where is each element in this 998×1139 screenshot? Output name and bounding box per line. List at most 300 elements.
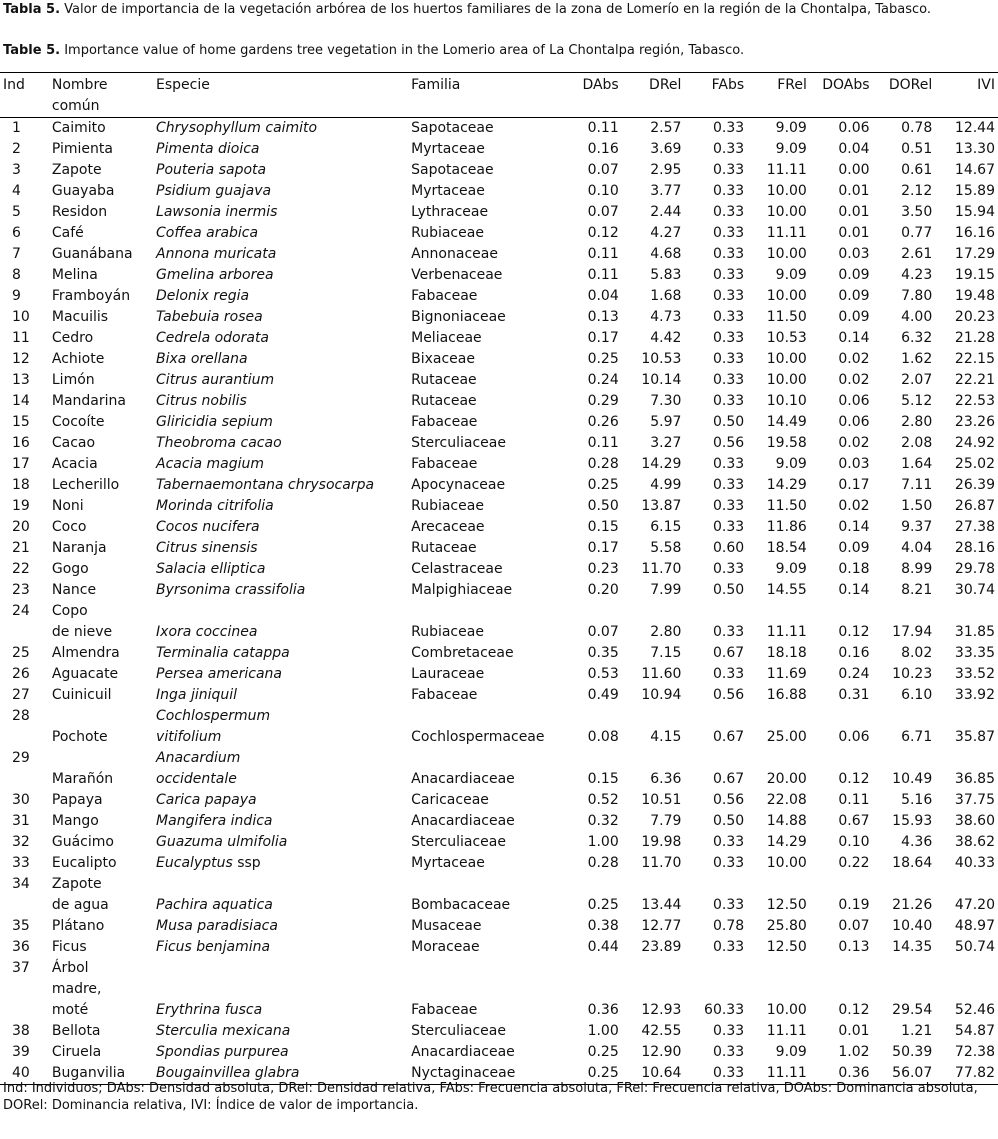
cell-dabs: 0.07 (587, 624, 619, 640)
cell-doabs: 0.24 (838, 666, 870, 682)
cell-drel: 12.90 (641, 1044, 682, 1060)
common-name-line: Framboyán (51, 288, 131, 304)
cell-drel: 5.58 (650, 540, 682, 556)
cell-family: Sapotaceae (411, 120, 494, 136)
cell-drel: 2.80 (650, 624, 682, 640)
cell-frel: 10.53 (766, 330, 807, 346)
cell-dabs: 0.36 (587, 1002, 619, 1018)
cell-dorel: 1.50 (901, 498, 933, 514)
cell-ind: 5 (12, 204, 21, 220)
common-name-line: madre, (51, 981, 102, 997)
cell-family: Rutaceae (411, 372, 477, 388)
common-name-line: Coco (51, 519, 87, 535)
cell-ivi: 22.15 (954, 351, 995, 367)
cell-dorel: 0.61 (901, 162, 933, 178)
cell-doabs: 0.22 (838, 855, 870, 871)
cell-fabs: 0.50 (712, 813, 745, 829)
cell-doabs: 0.10 (838, 834, 870, 850)
cell-ivi: 40.33 (954, 855, 995, 871)
cell-fabs: 0.50 (712, 414, 745, 430)
common-name-line: Zapote (51, 162, 102, 178)
cell-ivi: 26.87 (954, 498, 995, 514)
cell-drel: 42.55 (641, 1023, 682, 1039)
cell-doabs: 0.07 (838, 918, 870, 934)
cell-doabs: 0.01 (838, 1023, 870, 1039)
cell-ind: 33 (12, 855, 30, 871)
cell-drel: 14.29 (641, 456, 682, 472)
species-line: Tabernaemontana chrysocarpa (156, 477, 375, 493)
cell-doabs: 0.01 (838, 225, 870, 241)
cell-dabs: 0.17 (587, 330, 619, 346)
cell-drel: 4.73 (650, 309, 682, 325)
cell-drel: 2.44 (650, 204, 682, 220)
cell-drel: 10.53 (641, 351, 682, 367)
cell-doabs: 0.09 (838, 288, 870, 304)
cell-dorel: 56.07 (892, 1065, 933, 1081)
cell-family: Musaceae (411, 918, 482, 934)
table-row (0, 307, 998, 328)
cell-doabs: 0.00 (838, 162, 870, 178)
cell-family: Cochlospermaceae (411, 729, 545, 745)
cell-common-name (49, 433, 153, 454)
cell-fabs: 0.33 (712, 309, 745, 325)
cell-drel: 7.79 (650, 813, 682, 829)
cell-species (153, 811, 408, 832)
table-caption-spanish (3, 2, 993, 18)
cell-ind: 15 (12, 414, 30, 430)
cell-dabs: 0.25 (587, 1065, 619, 1081)
table-row (0, 853, 998, 874)
species-line: Tabebuia rosea (156, 309, 263, 325)
table-row (0, 958, 998, 1021)
cell-dabs: 0.10 (587, 183, 619, 199)
cell-fabs: 0.33 (712, 141, 745, 157)
species-line: Citrus aurantium (156, 372, 275, 388)
cell-ind: 14 (12, 393, 30, 409)
cell-species (153, 874, 408, 916)
cell-ind: 23 (12, 582, 30, 598)
cell-fabs: 0.33 (712, 246, 745, 262)
cell-family: Sapotaceae (411, 162, 494, 178)
species-line: Carica papaya (156, 792, 257, 808)
table-row (0, 244, 998, 265)
species-line: occidentale (156, 771, 237, 787)
cell-dorel: 7.11 (901, 477, 933, 493)
cell-common-name (49, 349, 153, 370)
cell-ind: 28 (12, 708, 30, 724)
cell-ivi: 22.53 (954, 393, 995, 409)
cell-doabs: 0.12 (838, 624, 870, 640)
cell-frel: 10.00 (766, 372, 807, 388)
cell-dorel: 2.61 (901, 246, 933, 262)
table-row (0, 265, 998, 286)
cell-family: Nyctaginaceae (411, 1065, 516, 1081)
importance-value-table (0, 72, 998, 1085)
cell-frel: 11.69 (766, 666, 807, 682)
header-drel: DRel (649, 77, 682, 93)
cell-dorel: 8.21 (901, 582, 933, 598)
cell-drel: 5.83 (650, 267, 682, 283)
cell-dorel: 14.35 (892, 939, 933, 955)
cell-fabs: 0.56 (712, 435, 745, 451)
cell-dabs: 0.49 (587, 687, 619, 703)
cell-frel: 14.88 (766, 813, 807, 829)
cell-dorel: 29.54 (892, 1002, 933, 1018)
cell-species (153, 349, 408, 370)
cell-dabs: 0.23 (587, 561, 619, 577)
cell-fabs: 0.33 (712, 561, 745, 577)
cell-ivi: 24.92 (954, 435, 995, 451)
header-frel: FRel (777, 77, 807, 93)
cell-common-name (49, 307, 153, 328)
cell-dorel: 50.39 (892, 1044, 933, 1060)
cell-ivi: 23.26 (954, 414, 995, 430)
cell-fabs: 0.67 (712, 645, 745, 661)
table-row (0, 496, 998, 517)
species-line: Ficus benjamina (156, 939, 271, 955)
cell-drel: 7.15 (650, 645, 682, 661)
common-name-line: Aguacate (51, 666, 119, 682)
cell-fabs: 0.33 (712, 498, 745, 514)
common-name-line: Mango (51, 813, 99, 829)
cell-common-name (49, 328, 153, 349)
common-name-line: Buganvilia (51, 1065, 126, 1081)
species-line: Lawsonia inermis (156, 204, 278, 220)
cell-family: Sterculiaceae (411, 1023, 506, 1039)
table-row (0, 475, 998, 496)
cell-fabs: 0.33 (712, 204, 745, 220)
cell-doabs: 0.16 (838, 645, 870, 661)
cell-dabs: 0.44 (587, 939, 619, 955)
cell-family: Anacardiaceae (411, 1044, 515, 1060)
cell-dorel: 4.00 (901, 309, 933, 325)
species-line: Annona muricata (156, 246, 277, 262)
cell-dabs: 0.04 (587, 288, 619, 304)
common-name-line: Marañón (51, 771, 114, 787)
cell-ivi: 16.16 (954, 225, 995, 241)
cell-dorel: 6.71 (901, 729, 933, 745)
cell-common-name (49, 517, 153, 538)
cell-drel: 3.27 (650, 435, 682, 451)
cell-dabs: 1.00 (587, 1023, 619, 1039)
species-line: Guazuma ulmifolia (156, 834, 288, 850)
cell-species (153, 685, 408, 706)
cell-fabs: 0.33 (712, 1065, 745, 1081)
cell-family: Caricaceae (411, 792, 489, 808)
table-row (0, 202, 998, 223)
species-line: Delonix regia (156, 288, 250, 304)
common-name-line: Cuinicuil (51, 687, 112, 703)
common-name-line: Bellota (51, 1023, 101, 1039)
species-line: Terminalia catappa (156, 645, 290, 661)
common-name-line: Almendra (51, 645, 120, 661)
cell-ind: 40 (12, 1065, 30, 1081)
cell-species (153, 391, 408, 412)
cell-frel: 9.09 (775, 267, 807, 283)
cell-species (153, 328, 408, 349)
header-doabs: DOAbs (822, 77, 870, 93)
common-name-line: Residon (51, 204, 108, 220)
cell-species (153, 643, 408, 664)
cell-fabs: 0.33 (712, 372, 745, 388)
cell-fabs: 0.33 (712, 1023, 745, 1039)
cell-ivi: 52.46 (954, 1002, 995, 1018)
cell-drel: 10.51 (641, 792, 682, 808)
cell-common-name (49, 244, 153, 265)
table-row (0, 580, 998, 601)
cell-common-name (49, 538, 153, 559)
cell-species (153, 580, 408, 601)
cell-frel: 9.09 (775, 120, 807, 136)
cell-frel: 11.11 (766, 225, 807, 241)
cell-doabs: 0.01 (838, 204, 870, 220)
table-row (0, 1042, 998, 1063)
cell-dabs: 0.11 (587, 246, 619, 262)
cell-common-name (49, 580, 153, 601)
species-line: Mangifera indica (156, 813, 273, 829)
cell-fabs: 0.33 (712, 666, 745, 682)
cell-ind: 31 (12, 813, 30, 829)
header-fabs: FAbs (711, 77, 745, 93)
common-name-line: Macuilis (51, 309, 109, 325)
cell-family: Fabaceae (411, 456, 478, 472)
table-row (0, 118, 998, 140)
cell-family: Annonaceae (411, 246, 498, 262)
cell-frel: 12.50 (766, 897, 807, 913)
cell-dorel: 6.32 (901, 330, 933, 346)
cell-dabs: 0.25 (587, 1044, 619, 1060)
cell-species (153, 853, 408, 874)
cell-fabs: 0.78 (712, 918, 745, 934)
species-line: Acacia magium (156, 456, 265, 472)
cell-ind: 26 (12, 666, 30, 682)
cell-drel: 7.30 (650, 393, 682, 409)
cell-common-name (49, 916, 153, 937)
cell-doabs: 0.12 (838, 1002, 870, 1018)
cell-species (153, 160, 408, 181)
cell-ivi: 14.67 (954, 162, 995, 178)
table-row (0, 328, 998, 349)
common-name-line: Gogo (51, 561, 89, 577)
cell-dabs: 0.28 (587, 456, 619, 472)
cell-family: Combretaceae (411, 645, 514, 661)
table-row (0, 916, 998, 937)
cell-ind: 6 (12, 225, 21, 241)
cell-dorel: 2.07 (901, 372, 933, 388)
cell-ind: 19 (12, 498, 30, 514)
cell-fabs: 0.33 (712, 834, 745, 850)
cell-frel: 10.00 (766, 246, 807, 262)
common-name-line: Guácimo (51, 834, 114, 850)
common-name-line: Pimienta (51, 141, 113, 157)
cell-frel: 9.09 (775, 141, 807, 157)
cell-dorel: 6.10 (901, 687, 933, 703)
cell-family: Bignoniaceae (411, 309, 506, 325)
cell-doabs: 0.14 (838, 330, 870, 346)
cell-species (153, 454, 408, 475)
table-row (0, 874, 998, 916)
cell-drel: 1.68 (650, 288, 682, 304)
cell-dabs: 0.11 (587, 267, 619, 283)
cell-dorel: 18.64 (892, 855, 933, 871)
cell-dabs: 0.35 (587, 645, 619, 661)
cell-common-name (49, 811, 153, 832)
common-name-line: Acacia (51, 456, 98, 472)
common-name-line: Limón (51, 372, 95, 388)
cell-species (153, 1021, 408, 1042)
table-row (0, 937, 998, 958)
species-line: vitifolium (156, 729, 222, 745)
common-name-line: Mandarina (51, 393, 126, 409)
cell-dorel: 2.12 (901, 183, 933, 199)
cell-ind: 1 (12, 120, 21, 136)
cell-ind: 39 (12, 1044, 30, 1060)
cell-family: Malpighiaceae (411, 582, 513, 598)
cell-species (153, 244, 408, 265)
cell-species (153, 790, 408, 811)
cell-drel: 4.68 (650, 246, 682, 262)
cell-frel: 25.00 (766, 729, 807, 745)
cell-species (153, 118, 408, 140)
cell-doabs: 0.19 (838, 897, 870, 913)
cell-fabs: 0.56 (712, 687, 745, 703)
cell-dabs: 0.25 (587, 477, 619, 493)
cell-species (153, 223, 408, 244)
cell-common-name (49, 496, 153, 517)
cell-family: Lauraceae (411, 666, 485, 682)
cell-ivi: 47.20 (954, 897, 995, 913)
cell-ivi: 33.92 (954, 687, 995, 703)
cell-ind: 12 (12, 351, 30, 367)
cell-ivi: 21.28 (954, 330, 995, 346)
cell-doabs: 0.17 (838, 477, 870, 493)
cell-dabs: 0.50 (587, 498, 619, 514)
cell-family: Moraceae (411, 939, 480, 955)
cell-dorel: 5.16 (901, 792, 933, 808)
common-name-line: de nieve (51, 624, 113, 640)
cell-family: Anacardiaceae (411, 771, 515, 787)
header-common-name: Nombre común (51, 77, 108, 114)
species-line: Cedrela odorata (156, 330, 270, 346)
table-row (0, 349, 998, 370)
cell-dabs: 0.07 (587, 162, 619, 178)
cell-doabs: 0.09 (838, 267, 870, 283)
cell-common-name (49, 202, 153, 223)
common-name-line: Pochote (51, 729, 108, 745)
species-line: Coffea arabica (156, 225, 259, 241)
cell-ivi: 77.82 (954, 1065, 995, 1081)
cell-ind: 11 (12, 330, 30, 346)
cell-fabs: 0.50 (712, 582, 745, 598)
cell-ind: 3 (12, 162, 21, 178)
cell-dorel: 9.37 (901, 519, 933, 535)
cell-common-name (49, 664, 153, 685)
cell-dorel: 0.77 (901, 225, 933, 241)
cell-doabs: 0.09 (838, 540, 870, 556)
cell-species (153, 286, 408, 307)
cell-ind: 18 (12, 477, 30, 493)
cell-frel: 18.54 (766, 540, 807, 556)
cell-ivi: 35.87 (954, 729, 995, 745)
cell-ivi: 19.15 (954, 267, 995, 283)
cell-ivi: 36.85 (954, 771, 995, 787)
cell-ind: 2 (12, 141, 21, 157)
common-name-line: Papaya (51, 792, 103, 808)
cell-common-name (49, 748, 153, 790)
cell-doabs: 0.14 (838, 519, 870, 535)
cell-ind: 27 (12, 687, 30, 703)
table-row (0, 517, 998, 538)
cell-ind: 16 (12, 435, 30, 451)
cell-drel: 13.44 (641, 897, 682, 913)
cell-common-name (49, 685, 153, 706)
cell-ind: 24 (12, 603, 30, 619)
cell-dabs: 0.28 (587, 855, 619, 871)
cell-ivi: 31.85 (954, 624, 995, 640)
cell-common-name (49, 643, 153, 664)
cell-frel: 11.11 (766, 624, 807, 640)
cell-ivi: 22.21 (954, 372, 995, 388)
cell-drel: 10.14 (641, 372, 682, 388)
species-line: Pachira aquatica (156, 897, 273, 913)
species-line: Morinda citrifolia (156, 498, 274, 514)
cell-species (153, 601, 408, 643)
species-line: Anacardium (156, 750, 241, 766)
cell-frel: 10.00 (766, 351, 807, 367)
species-line: Spondias purpurea (156, 1044, 289, 1060)
cell-species (153, 307, 408, 328)
cell-common-name (49, 853, 153, 874)
species-line-wrap (156, 853, 405, 874)
common-name-line: Árbol (51, 960, 89, 976)
cell-ivi: 30.74 (954, 582, 995, 598)
common-name-line: Ciruela (51, 1044, 102, 1060)
common-name-line: moté (51, 1002, 89, 1018)
cell-dorel: 17.94 (892, 624, 933, 640)
caption-text: Valor de importancia de la vegetación arbórea de los huertos familiares de la zona de Lomerío en la región de la Chontalpa, Tabasco. (64, 2, 931, 17)
cell-frel: 18.18 (766, 645, 807, 661)
species-line: Psidium guajava (156, 183, 272, 199)
cell-dorel: 1.21 (901, 1023, 933, 1039)
cell-drel: 13.87 (641, 498, 682, 514)
cell-doabs: 0.31 (838, 687, 870, 703)
header-ind: Ind (3, 77, 25, 93)
table-row (0, 832, 998, 853)
cell-fabs: 0.33 (712, 225, 745, 241)
cell-common-name (49, 223, 153, 244)
cell-dorel: 3.50 (901, 204, 933, 220)
common-name-line: Guayaba (51, 183, 115, 199)
cell-fabs: 0.33 (712, 456, 745, 472)
caption-label: Tabla 5. (3, 2, 61, 17)
cell-ivi: 20.23 (954, 309, 995, 325)
cell-species (153, 433, 408, 454)
cell-frel: 10.00 (766, 204, 807, 220)
cell-drel: 12.77 (641, 918, 682, 934)
cell-doabs: 0.06 (838, 414, 870, 430)
cell-ivi: 72.38 (954, 1044, 995, 1060)
cell-dabs: 0.20 (587, 582, 619, 598)
cell-fabs: 0.33 (712, 162, 745, 178)
cell-doabs: 0.11 (838, 792, 870, 808)
cell-dabs: 0.08 (587, 729, 619, 745)
cell-species (153, 202, 408, 223)
cell-frel: 11.11 (766, 1065, 807, 1081)
species-line: Citrus nobilis (156, 393, 247, 409)
cell-ind: 13 (12, 372, 30, 388)
cell-frel: 9.09 (775, 1044, 807, 1060)
common-name-line: Cocoíte (51, 414, 105, 430)
